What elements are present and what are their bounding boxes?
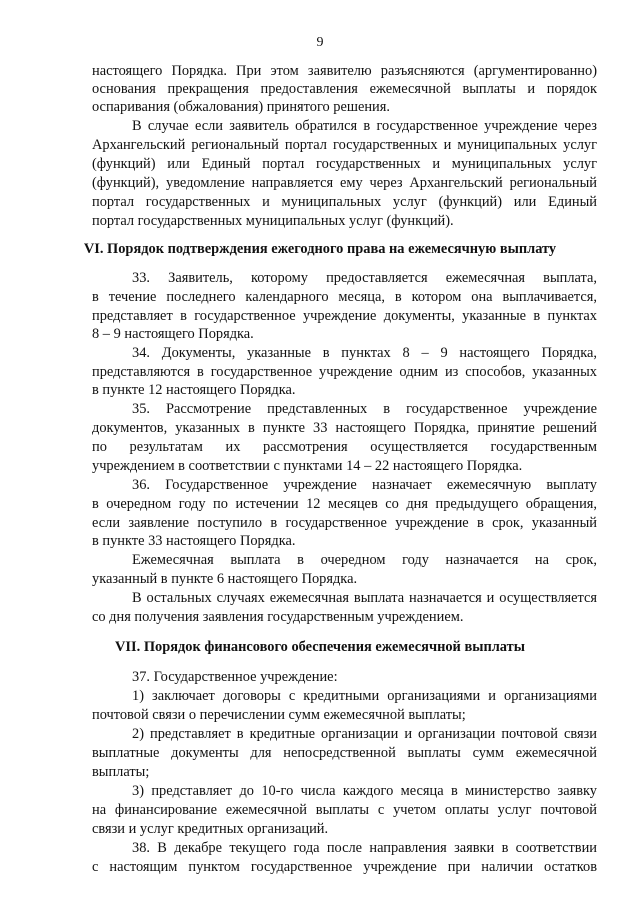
text-line: портал государственных муниципальных услуг (функций). xyxy=(92,213,454,229)
text-line: в очередном году по истечении 12 месяцев со дня предыдущего обращения, xyxy=(92,496,597,512)
text-line: в пункте 12 настоящего Порядка. xyxy=(92,382,296,398)
text-line: в течение последнего календарного месяца, в котором она выплачивается, xyxy=(92,289,597,305)
text-line: выплатные документы для непосредственной выплаты сумм ежемесячной xyxy=(92,745,597,761)
text-line: 37. Государственное учреждение: xyxy=(132,669,338,685)
text-line: (функций) или Единый портал государственных и муниципальных услуг xyxy=(92,156,597,172)
text-line: портал государственных и муниципальных услуг (функций) или Единый xyxy=(92,194,597,210)
text-line: с настоящим пунктом государственное учреждение при наличии остатков xyxy=(92,859,597,875)
text-line: представляет в государственное учреждение документы, указанные в пунктах xyxy=(92,308,597,324)
page-number: 9 xyxy=(316,35,324,50)
text-line: 8 – 9 настоящего Порядка. xyxy=(92,326,254,342)
text-line: 2) представляет в кредитные организации и организации почтовой связи xyxy=(132,726,597,742)
text-line: 35. Рассмотрение представленных в государственное учреждение xyxy=(132,401,597,417)
text-line: 36. Государственное учреждение назначает ежемесячную выплату xyxy=(132,477,597,493)
text-line: документов, указанных в пункте 33 настоящего Порядка, принятие решений xyxy=(92,420,597,436)
text-line: на финансирование ежемесячной выплаты с учетом оплаты услуг почтовой xyxy=(92,802,597,818)
text-line: В остальных случаях ежемесячная выплата назначается и осуществляется xyxy=(132,590,597,606)
text-line: 1) заключает договоры с кредитными организациями и организациями xyxy=(132,688,597,704)
text-line: со дня получения заявления государственным учреждением. xyxy=(92,609,464,625)
text-line: Ежемесячная выплата в очередном году назначается на срок, xyxy=(132,552,597,568)
text-line: 34. Документы, указанные в пунктах 8 – 9 настоящего Порядка, xyxy=(132,345,597,361)
text-line: оспаривания (обжалования) принятого решения. xyxy=(92,99,390,115)
section-heading: VII. Порядок финансового обеспечения ежемесячной выплаты xyxy=(115,639,525,655)
text-line: учреждением в соответствии с пунктами 14 – 22 настоящего Порядка. xyxy=(92,458,523,474)
text-line: если заявление поступило в государственное учреждение в срок, указанный xyxy=(92,515,597,531)
text-line: 38. В декабре текущего года после направления заявки в соответствии xyxy=(132,840,597,856)
text-line: в пункте 33 настоящего Порядка. xyxy=(92,533,296,549)
text-line: (функций), уведомление направляется ему через Архангельский региональный xyxy=(92,175,597,191)
text-line: выплаты; xyxy=(92,764,150,780)
text-line: 33. Заявитель, которому предоставляется ежемесячная выплата, xyxy=(132,270,597,286)
text-line: связи и услуг кредитных организаций. xyxy=(92,821,329,837)
text-line: по результатам их рассмотрения осуществляется государственным xyxy=(92,439,597,455)
text-line: 3) представляет до 10-го числа каждого месяца в министерство заявку xyxy=(132,783,597,799)
text-line: основания прекращения предоставления ежемесячной выплаты и порядок xyxy=(92,81,597,97)
section-heading: VI. Порядок подтверждения ежегодного права на ежемесячную выплату xyxy=(83,241,557,257)
text-line: указанный в пункте 6 настоящего Порядка. xyxy=(92,571,358,587)
text-line: настоящего Порядка. При этом заявителю разъясняются (аргументированно) xyxy=(92,63,597,79)
text-line: Архангельский региональный портал государственных и муниципальных услуг xyxy=(92,137,597,153)
text-line: почтовой связи о перечислении сумм ежемесячной выплаты; xyxy=(92,707,466,723)
text-line: представляются в государственное учреждение одним из способов, указанных xyxy=(92,364,597,380)
text-line: В случае если заявитель обратился в государственное учреждение через xyxy=(132,118,597,134)
